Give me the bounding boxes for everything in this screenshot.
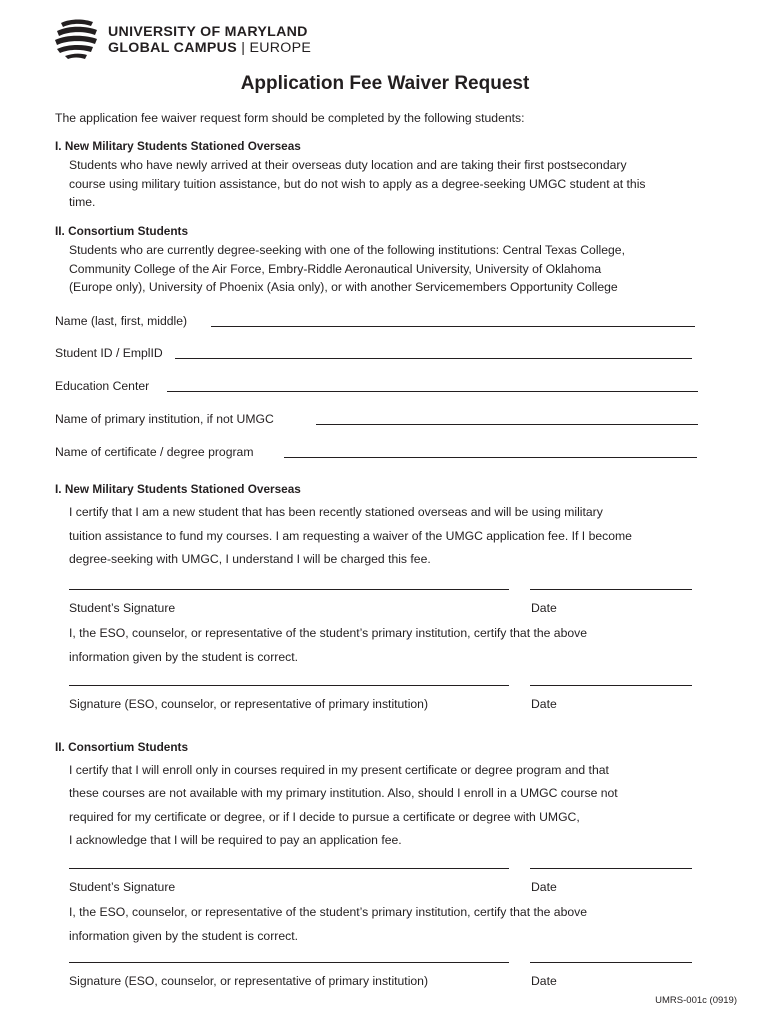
cert1-eso-signature-line[interactable] bbox=[69, 685, 509, 686]
cert2-eso-date-line[interactable] bbox=[530, 962, 692, 963]
university-name: UNIVERSITY OF MARYLAND bbox=[108, 24, 308, 40]
section1-line: Students who have newly arrived at their overseas duty location and are taking their first postsecondary bbox=[69, 158, 627, 172]
cert2-eso-signature-label: Signature (ESO, counselor, or representative of primary institution) bbox=[69, 974, 429, 988]
cert2-line: I certify that I will enroll only in courses required in my present certificate or degree program and that bbox=[69, 763, 609, 777]
section1-description bbox=[69, 156, 646, 212]
campus-name: GLOBAL CAMPUS | EUROPE bbox=[108, 40, 312, 56]
umgc-logo-icon bbox=[53, 17, 101, 61]
intro-text: The application fee waiver request form should be completed by the following students: bbox=[55, 111, 525, 125]
cert1-date-label: Date bbox=[531, 601, 557, 615]
cert1-eso-date-line[interactable] bbox=[530, 685, 692, 686]
cert2-heading: II. Consortium Students bbox=[55, 740, 189, 754]
cert2-line: these courses are not available with my primary institution. Also, should I enroll in a UMGC course not bbox=[69, 786, 618, 801]
cert2-eso-line: information given by the student is correct. bbox=[69, 929, 298, 943]
cert2-date-line[interactable] bbox=[530, 868, 692, 869]
cert1-line: tuition assistance to fund my courses. I am requesting a waiver of the UMGC application fee. If I become bbox=[69, 528, 632, 543]
page-title: Application Fee Waiver Request bbox=[240, 73, 530, 94]
cert2-student-signature-line[interactable] bbox=[69, 868, 509, 869]
cert1-student-signature-label: Student’s Signature bbox=[69, 601, 176, 615]
cert2-line: I acknowledge that I will be required to pay an application fee. bbox=[69, 832, 402, 847]
form-code: UMRS-001c (0919) bbox=[655, 995, 737, 1006]
student-id-field[interactable] bbox=[175, 358, 692, 359]
cert1-eso-line: information given by the student is correct. bbox=[69, 650, 298, 664]
cert2-eso-date-label: Date bbox=[531, 974, 557, 988]
primary-institution-field-label: Name of primary institution, if not UMGC bbox=[55, 412, 274, 426]
cert1-eso-date-label: Date bbox=[531, 697, 557, 711]
cert2-statement bbox=[69, 759, 618, 852]
region-label: EUROPE bbox=[249, 40, 312, 56]
name-field-label: Name (last, first, middle) bbox=[55, 314, 188, 328]
education-center-field[interactable] bbox=[167, 391, 698, 392]
name-field[interactable] bbox=[211, 326, 695, 327]
cert1-heading: I. New Military Students Stationed Overseas bbox=[55, 482, 301, 496]
cert2-date-label: Date bbox=[531, 880, 557, 894]
cert1-date-line[interactable] bbox=[530, 589, 692, 590]
cert1-statement bbox=[69, 501, 632, 572]
student-id-field-label: Student ID / EmplID bbox=[55, 346, 163, 360]
cert2-eso-statement bbox=[69, 900, 587, 948]
cert1-student-signature-line[interactable] bbox=[69, 589, 509, 590]
section1-line: course using military tuition assistance, but do not wish to apply as a degree-seeking UMGC student at this bbox=[69, 176, 646, 191]
primary-institution-field[interactable] bbox=[316, 424, 698, 425]
program-field[interactable] bbox=[284, 457, 697, 458]
section2-heading: II. Consortium Students bbox=[55, 224, 189, 238]
section2-line: Students who are currently degree-seeking with one of the following institutions: Central Texas College, bbox=[69, 243, 625, 257]
cert1-line: I certify that I am a new student that has been recently stationed overseas and will be using military bbox=[69, 505, 603, 519]
education-center-field-label: Education Center bbox=[55, 379, 150, 393]
cert1-eso-statement bbox=[69, 621, 587, 669]
cert2-eso-line: I, the ESO, counselor, or representative of the student’s primary institution, certify that the above bbox=[69, 905, 588, 919]
cert2-eso-signature-line[interactable] bbox=[69, 962, 509, 963]
cert2-student-signature-label: Student’s Signature bbox=[69, 880, 176, 894]
cert2-line: required for my certificate or degree, or if I decide to pursue a certificate or degree with UMGC, bbox=[69, 809, 580, 824]
cert1-line: degree-seeking with UMGC, I understand I will be charged this fee. bbox=[69, 552, 431, 566]
campus-label: GLOBAL CAMPUS bbox=[108, 40, 237, 56]
program-field-label: Name of certificate / degree program bbox=[55, 445, 254, 459]
cert1-eso-signature-label: Signature (ESO, counselor, or representative of primary institution) bbox=[69, 697, 429, 711]
section2-description bbox=[69, 241, 625, 297]
cert1-eso-line: I, the ESO, counselor, or representative of the student’s primary institution, certify that the above bbox=[69, 626, 588, 640]
section2-line: (Europe only), University of Phoenix (Asia only), or with another Servicemembers Opportunity College bbox=[69, 280, 618, 294]
section1-line: time. bbox=[69, 195, 96, 209]
section1-heading: I. New Military Students Stationed Overseas bbox=[55, 139, 301, 153]
section2-line: Community College of the Air Force, Embry-Riddle Aeronautical University, University of Oklahoma bbox=[69, 261, 602, 276]
